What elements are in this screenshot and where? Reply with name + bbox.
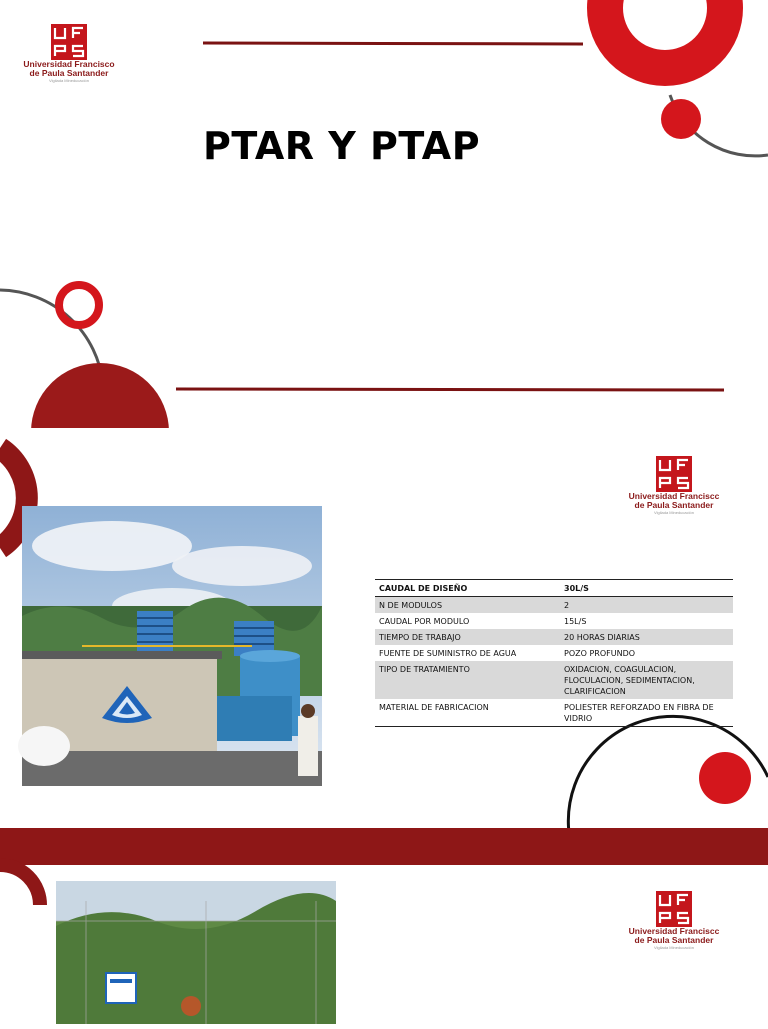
- table-cell: POZO PROFUNDO: [564, 649, 636, 658]
- red-dot-top-right: [661, 99, 701, 139]
- red-ring-left: [59, 285, 99, 325]
- site-photo: [56, 881, 336, 1024]
- ufps-logo-icon: [656, 456, 692, 492]
- red-band: [0, 828, 768, 865]
- logo-text-line3: Vigilada Mineducación: [654, 510, 694, 515]
- table-cell: FUENTE DE SUMINISTRO DE AGUA: [379, 649, 517, 658]
- logo-text-line1: Universidad Franciscc: [628, 491, 720, 501]
- university-logo: [14, 24, 124, 83]
- logo-text-line1: Universidad Francisco: [23, 59, 115, 69]
- specs-table: [375, 579, 733, 727]
- table-cell: CAUDAL POR MODULO: [379, 617, 470, 626]
- table-row: [375, 613, 733, 629]
- table-cell: 20 HORAS DIARIAS: [560, 629, 733, 645]
- table-header-cell: CAUDAL DE DISEÑO: [375, 580, 560, 597]
- ufps-logo-icon: [51, 24, 87, 60]
- table-cell: POLIESTER REFORZADO EN FIBRA DE VIDRIO: [560, 699, 733, 727]
- logo-text-line3: Vigilada Mineducación: [654, 945, 694, 950]
- university-logo-3: [619, 891, 729, 950]
- table-cell: TIEMPO DE TRABAJO: [375, 629, 560, 645]
- table-row: [375, 699, 733, 727]
- table-cell: 15L/S: [564, 617, 587, 626]
- red-dot-right: [699, 752, 751, 804]
- table-row: [375, 661, 733, 699]
- red-arc-top-left: [0, 865, 40, 905]
- table-cell: OXIDACION, COAGULACION, FLOCULACION, SEDIMENTACION, CLARIFICACION: [560, 661, 733, 699]
- title-line-bottom: [176, 389, 724, 390]
- logo-text-line2: de Paula Santander: [634, 500, 714, 510]
- university-logo-2: [619, 456, 729, 515]
- table-row: [375, 597, 733, 614]
- plant-photo: [22, 506, 322, 786]
- ufps-logo-icon: [656, 891, 692, 927]
- table-header-cell: 30L/S: [560, 580, 733, 597]
- logo-text-line2: de Paula Santander: [634, 935, 714, 945]
- slide-title: [0, 0, 768, 428]
- water-drop-logo-icon: [100, 684, 154, 724]
- title-line-top: [203, 43, 583, 44]
- table-cell: 2: [560, 597, 733, 614]
- table-row: [375, 645, 733, 661]
- table-cell: N DE MODULOS: [375, 597, 560, 614]
- red-half-disc: [31, 363, 169, 432]
- logo-text-line3: Vigilada Mineducación: [49, 78, 89, 83]
- logo-text-line1: Universidad Franciscc: [628, 926, 720, 936]
- slide-3: [0, 865, 768, 1024]
- table-row: [375, 629, 733, 645]
- logo-text-line2: de Paula Santander: [29, 68, 109, 78]
- red-ring-top-right: [605, 0, 725, 68]
- table-cell: TIPO DE TRATAMIENTO: [375, 661, 560, 699]
- slide-title-text: PTAR Y PTAP: [203, 124, 481, 168]
- table-cell: MATERIAL DE FABRICACION: [375, 699, 560, 727]
- table-header-row: [375, 580, 733, 597]
